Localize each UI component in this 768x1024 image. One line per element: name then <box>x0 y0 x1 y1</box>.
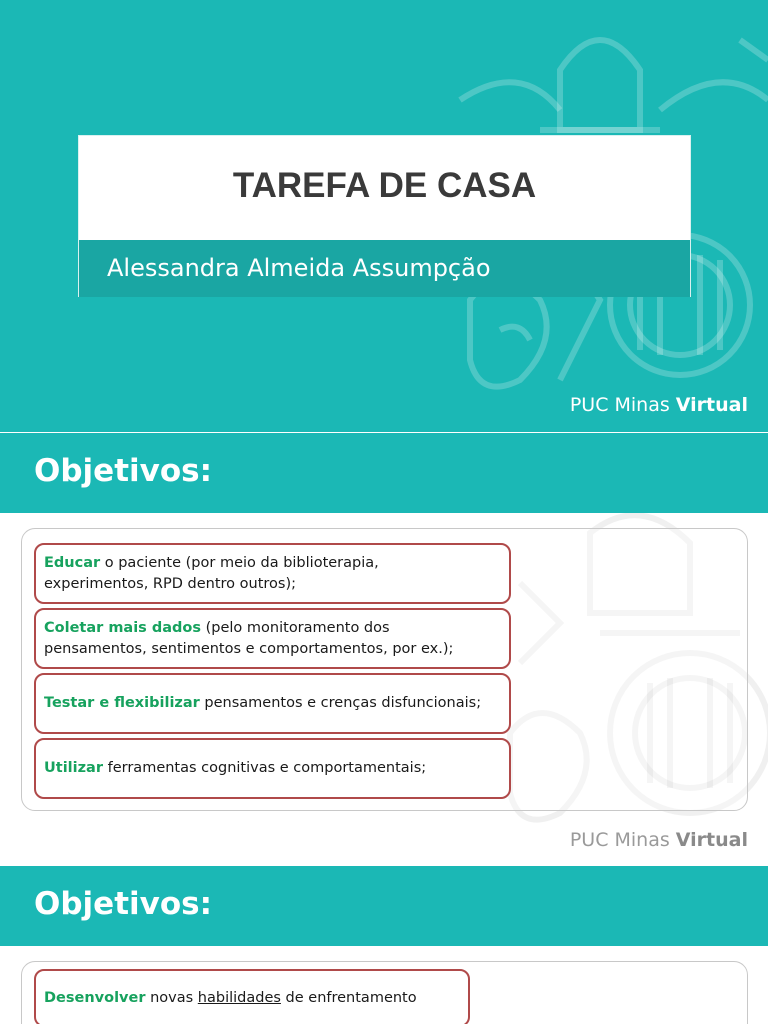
objetivos-header <box>0 433 768 513</box>
brand-text-light: PUC Minas <box>569 394 676 416</box>
objective-text: pensamentos e crenças disfuncionais; <box>199 695 482 711</box>
objective-highlight: Testar e flexibilizar <box>44 695 200 711</box>
brand-text-light: PUC Minas <box>569 829 676 851</box>
author-name: Alessandra Almeida Assumpção <box>107 254 491 282</box>
objetivos-slide-2 <box>0 866 768 1024</box>
title-box <box>78 135 691 297</box>
objetivos-slide-1 <box>0 433 768 865</box>
objective-text-line2: experimentos, RPD dentro outros); <box>44 575 297 592</box>
objective-item <box>34 543 511 604</box>
objective-item <box>34 673 511 734</box>
objective-item <box>34 969 470 1024</box>
objetivos-heading: Objetivos: <box>34 886 212 922</box>
objective-text: (pelo monitoramento dos <box>201 619 390 636</box>
objetivos-header <box>0 866 768 946</box>
objective-highlight: Coletar mais dados <box>44 619 202 636</box>
puc-minas-virtual-logo <box>570 829 748 851</box>
objective-text: o paciente (por meio da biblioterapia, <box>100 554 379 571</box>
objective-highlight: Educar <box>44 554 101 571</box>
slide-title: TAREFA DE CASA <box>232 166 537 205</box>
objective-underlined-text: habilidades <box>197 989 281 1006</box>
brand-text-bold: Virtual <box>675 829 748 851</box>
objective-text: ferramentas cognitivas e comportamentais; <box>103 760 427 776</box>
objetivos-heading: Objetivos: <box>34 453 212 489</box>
objectives-panel <box>21 528 748 811</box>
objective-item <box>34 738 511 799</box>
objective-highlight: Desenvolver <box>44 989 146 1006</box>
objective-highlight: Utilizar <box>44 760 103 776</box>
author-band <box>79 240 690 297</box>
title-panel <box>79 136 690 240</box>
title-slide <box>0 0 768 432</box>
puc-minas-virtual-logo <box>570 394 748 416</box>
objective-text: novas <box>145 989 198 1006</box>
brand-text-bold: Virtual <box>675 394 748 416</box>
objective-text-end: de enfrentamento <box>280 989 417 1006</box>
objective-item <box>34 608 511 669</box>
objective-text-line2: pensamentos, sentimentos e comportamentos, por ex.); <box>44 640 454 657</box>
objectives-panel <box>21 961 748 1024</box>
